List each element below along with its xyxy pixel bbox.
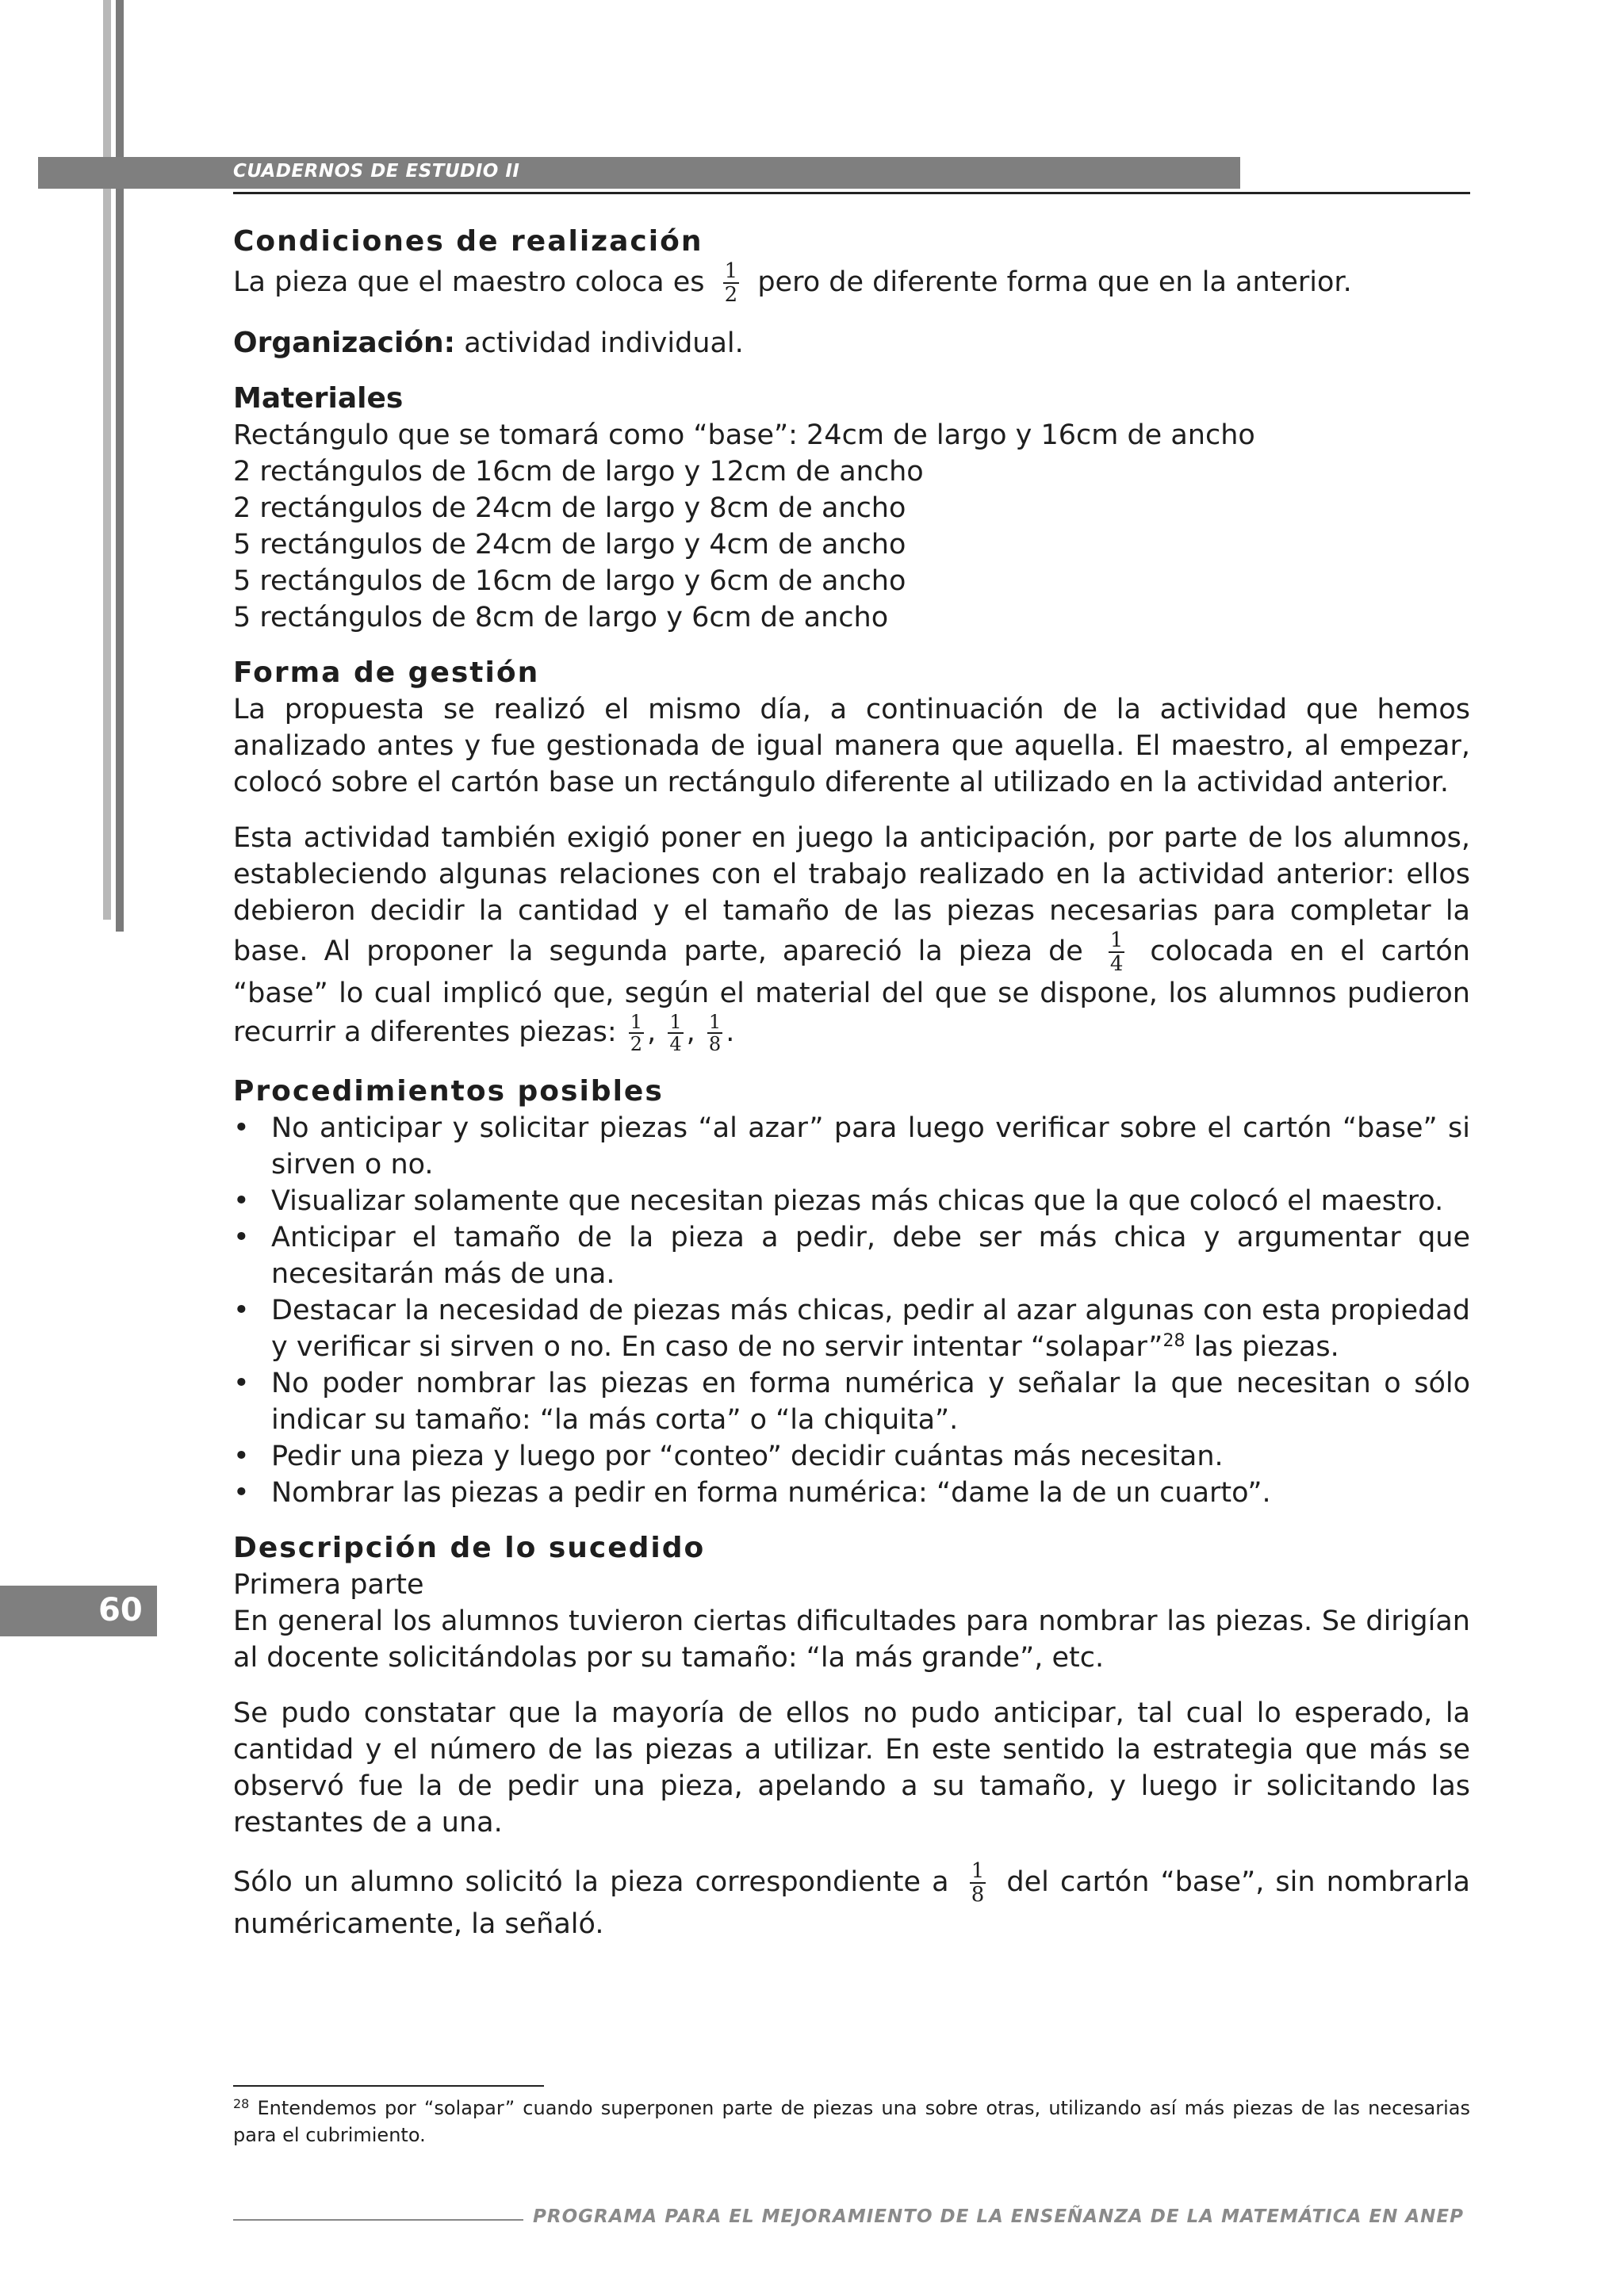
bullet-icon: • [233, 1112, 250, 1144]
materiales-line: 2 rectángulos de 24cm de largo y 8cm de ancho [233, 492, 906, 524]
bullet-icon: • [233, 1222, 250, 1253]
list-item-text: Nombrar las piezas a pedir en forma numérica: “dame la de un cuarto”. [271, 1477, 1271, 1509]
list-item-text: Destacar la necesidad de piezas más chicas, pedir al azar algunas con esta propiedad y verificar si sirven o no. En caso de no servir intentar “solapar” [271, 1295, 1470, 1363]
subheading-primera-parte: Primera parte [233, 1569, 424, 1601]
bullet-icon: • [233, 1368, 250, 1399]
decorative-bar-dark [116, 0, 124, 932]
fraction-piece [629, 1012, 644, 1054]
decorative-bar-light [103, 0, 111, 920]
descripcion-p3-text-a: Sólo un alumno solicitó la pieza correspondiente a [233, 1866, 949, 1898]
header-rule [233, 192, 1470, 194]
section-heading-materiales: Materiales [233, 382, 404, 415]
procedimientos-list [233, 1110, 1470, 1511]
fraction-denominator: 2 [630, 1033, 643, 1055]
fraction-denominator: 2 [724, 283, 738, 307]
footnote-number: 28 [233, 2096, 250, 2111]
list-item-text-end: las piezas. [1185, 1331, 1339, 1363]
descripcion-paragraph-2: Se pudo constatar que la mayoría de ellos no pudo anticipar, tal cual lo esperado, la cantidad y el número de las piezas a utilizar. En este sentido la estrategia que más se observó fue la de pedir una pieza, apelando a su tamaño, y luego ir solicitando las restantes de a una. [233, 1697, 1470, 1839]
bullet-icon: • [233, 1185, 250, 1217]
fraction-numerator: 1 [708, 1011, 722, 1033]
list-item [233, 1438, 1470, 1475]
condiciones-text [233, 260, 1470, 306]
page-number: 60 [98, 1592, 143, 1628]
list-item-text: No poder nombrar las piezas en forma numérica y señalar la que necesitan o sólo indicar su tamaño: “la más corta” o “la chiquita”. [271, 1368, 1470, 1436]
section-heading-procedimientos: Procedimientos posibles [233, 1075, 664, 1108]
fraction-denominator: 4 [669, 1033, 682, 1055]
fraction-piece [668, 1012, 683, 1054]
fraction-separator: , [686, 1016, 695, 1048]
fraction-separator: , [647, 1016, 657, 1048]
list-item-text: Visualizar solamente que necesitan piezas más chicas que la que colocó el maestro. [271, 1185, 1444, 1217]
footnote-reference[interactable]: 28 [1162, 1331, 1185, 1351]
condiciones-text-after: pero de diferente forma que en la anterior. [757, 266, 1352, 298]
gestion-p2-text-a: Esta actividad también exigió poner en juego la anticipación, por parte de los alumnos, estableciendo algunas relaciones con el trabajo realizado en la actividad anterior: ellos debieron decidir la cantidad y el tamaño de las piezas necesarias para completar la base. Al proponer la segunda parte, apareció la pieza de [233, 822, 1470, 967]
condiciones-text-before: La pieza que el maestro coloca es [233, 266, 705, 298]
main-content [233, 224, 1470, 1942]
organizacion-line [233, 325, 1470, 362]
fraction-numerator: 1 [971, 1859, 985, 1883]
footnote-rule [233, 2085, 544, 2087]
materiales-line: 5 rectángulos de 16cm de largo y 6cm de ancho [233, 565, 906, 597]
list-item [233, 1183, 1470, 1219]
list-item-text: Pedir una pieza y luego por “conteo” decidir cuántas más necesitan. [271, 1441, 1224, 1472]
fraction-one-eighth [970, 1860, 986, 1906]
section-heading-descripcion: Descripción de lo sucedido [233, 1532, 706, 1564]
list-item-text: Anticipar el tamaño de la pieza a pedir, debe ser más chica y argumentar que necesitarán más de una. [271, 1222, 1470, 1290]
section-heading-gestion: Forma de gestión [233, 656, 540, 689]
section-heading-condiciones: Condiciones de realización [233, 225, 703, 258]
list-item [233, 1365, 1470, 1438]
descripcion-p3-text-b: del cartón “base”, sin nombrarla numéricamente, la señaló. [233, 1866, 1470, 1940]
fraction-numerator: 1 [724, 259, 738, 283]
organizacion-label: Organización: [233, 327, 456, 359]
list-item [233, 1219, 1470, 1292]
sentence-end: . [726, 1016, 735, 1048]
list-item [233, 1110, 1470, 1183]
running-footer: PROGRAMA PARA EL MEJORAMIENTO DE LA ENSEÑANZA DE LA MATEMÁTICA EN ANEP [533, 2206, 1464, 2227]
fraction-denominator: 8 [708, 1033, 722, 1055]
materiales-line: 2 rectángulos de 16cm de largo y 12cm de ancho [233, 456, 924, 488]
materiales-line: Rectángulo que se tomará como “base”: 24cm de largo y 16cm de ancho [233, 419, 1255, 451]
fraction-piece [707, 1012, 722, 1054]
fraction-denominator: 8 [971, 1883, 985, 1907]
header-band [38, 157, 1240, 189]
bullet-icon: • [233, 1477, 250, 1509]
bullet-icon: • [233, 1441, 250, 1472]
gestion-p2-text-b: colocada en el cartón “base” lo cual implicó que, según el material del que se dispone, los alumnos pudieron recurrir a diferentes piezas: [233, 936, 1470, 1048]
list-item [233, 1292, 1470, 1365]
footnote [233, 2095, 1470, 2149]
list-item-text: No anticipar y solicitar piezas “al azar” para luego verificar sobre el cartón “base” si sirven o no. [271, 1112, 1470, 1181]
fraction-numerator: 1 [1109, 928, 1124, 952]
fraction-numerator: 1 [630, 1011, 643, 1033]
descripcion-paragraph-3 [233, 1860, 1470, 1942]
gestion-paragraph-2 [233, 820, 1470, 1054]
fraction-denominator: 4 [1109, 952, 1124, 976]
fraction-one-half [723, 260, 740, 306]
fraction-one-quarter [1109, 929, 1125, 975]
materiales-line: 5 rectángulos de 8cm de largo y 6cm de ancho [233, 602, 889, 633]
fraction-numerator: 1 [669, 1011, 682, 1033]
list-item [233, 1475, 1470, 1511]
running-header: CUADERNOS DE ESTUDIO II [233, 161, 520, 182]
materiales-line: 5 rectángulos de 24cm de largo y 4cm de ancho [233, 529, 906, 561]
footer-rule [233, 2219, 523, 2221]
descripcion-paragraph-1: En general los alumnos tuvieron ciertas dificultades para nombrar las piezas. Se dirigían al docente solicitándolas por su tamaño: “la más grande”, etc. [233, 1605, 1470, 1674]
organizacion-text: actividad individual. [464, 327, 744, 359]
bullet-icon: • [233, 1295, 250, 1326]
gestion-paragraph-1: La propuesta se realizó el mismo día, a continuación de la actividad que hemos analizado antes y fue gestionada de igual manera que aquella. El maestro, al empezar, colocó sobre el cartón base un rectángulo diferente al utilizado en la actividad anterior. [233, 694, 1470, 798]
footnote-text: Entendemos por “solapar” cuando superponen parte de piezas una sobre otras, utilizando así más piezas de las necesarias para el cubrimiento. [233, 2097, 1470, 2146]
